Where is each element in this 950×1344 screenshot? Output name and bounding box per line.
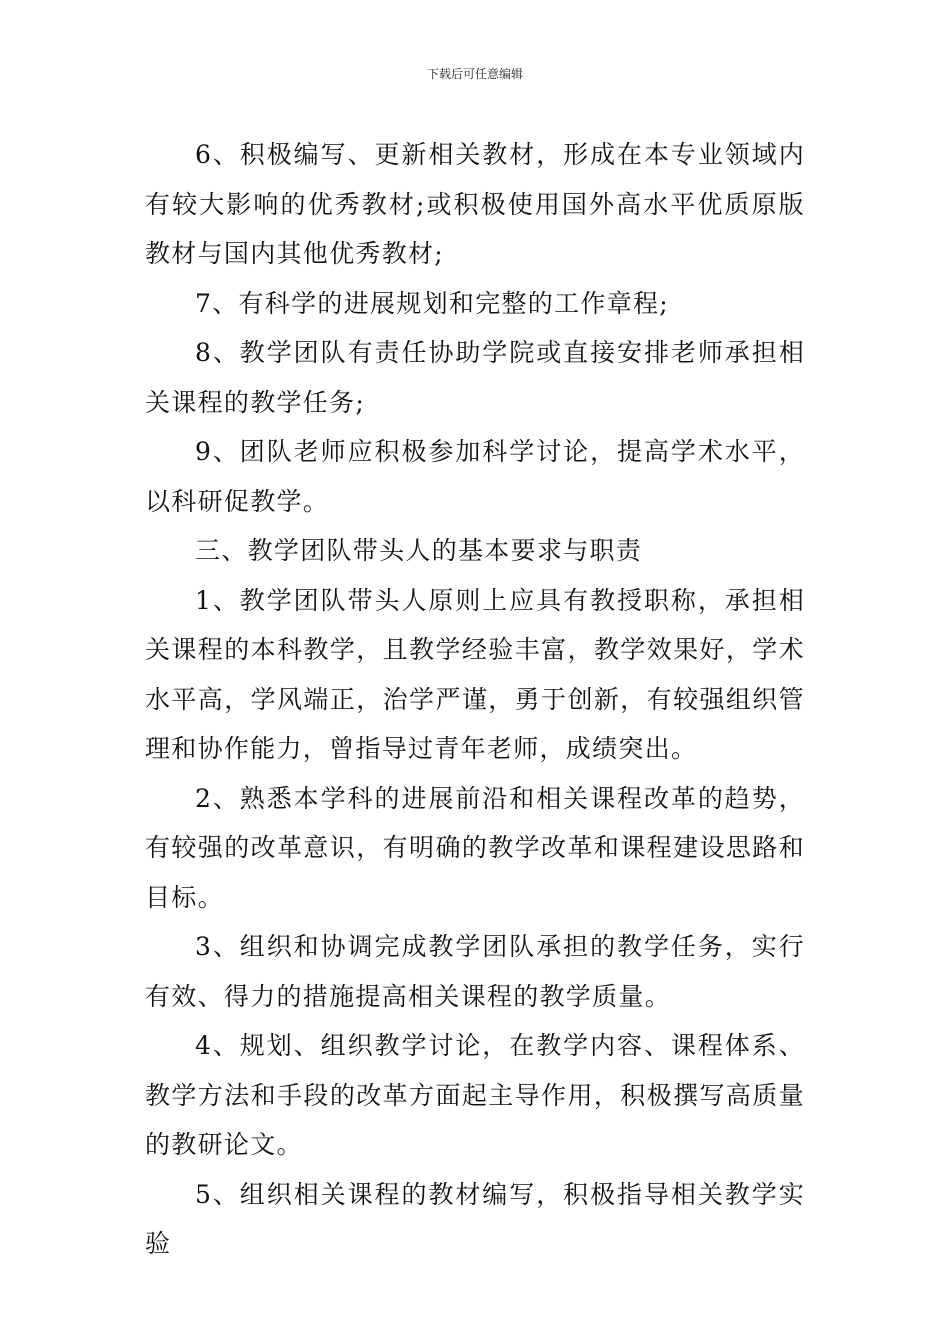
paragraph-item-8: 8、教学团队有责任协助学院或直接安排老师承担相关课程的教学任务; [145, 338, 805, 417]
document-body [145, 130, 805, 1269]
paragraph-duty-2: 2、熟悉本学科的进展前沿和相关课程改革的趋势，有较强的改革意识，有明确的教学改革和课程建设思路和目标。 [145, 783, 805, 912]
paragraph-item-7: 7、有科学的进展规划和完整的工作章程; [195, 288, 670, 318]
paragraph-item-9: 9、团队老师应积极参加科学讨论，提高学术水平，以科研促教学。 [145, 437, 805, 516]
section-heading: 三、教学团队带头人的基本要求与职责 [195, 536, 643, 565]
paragraph-item-6: 6、积极编写、更新相关教材，形成在本专业领域内有较大影响的优秀教材;或积极使用国外高水平优质原版教材与国内其他优秀教材; [145, 140, 805, 268]
paragraph-duty-4: 4、规划、组织教学讨论，在教学内容、课程体系、教学方法和手段的改革方面起主导作用，积极撰写高质量的教研论文。 [145, 1031, 805, 1159]
paragraph-duty-1: 1、教学团队带头人原则上应具有教授职称，承担相关课程的本科教学，且教学经验丰富，教学效果好，学术水平高，学风端正，治学严谨，勇于创新，有较强组织管理和协作能力，曾指导过青年老师，成绩突出。 [145, 585, 805, 763]
paragraph-duty-5: 5、组织相关课程的教材编写，积极指导相关教学实验 [145, 1179, 805, 1258]
paragraph-duty-3: 3、组织和协调完成教学团队承担的教学任务，实行有效、得力的措施提高相关课程的教学质量。 [145, 932, 805, 1011]
page-header: 下载后可任意编辑 [426, 67, 523, 81]
